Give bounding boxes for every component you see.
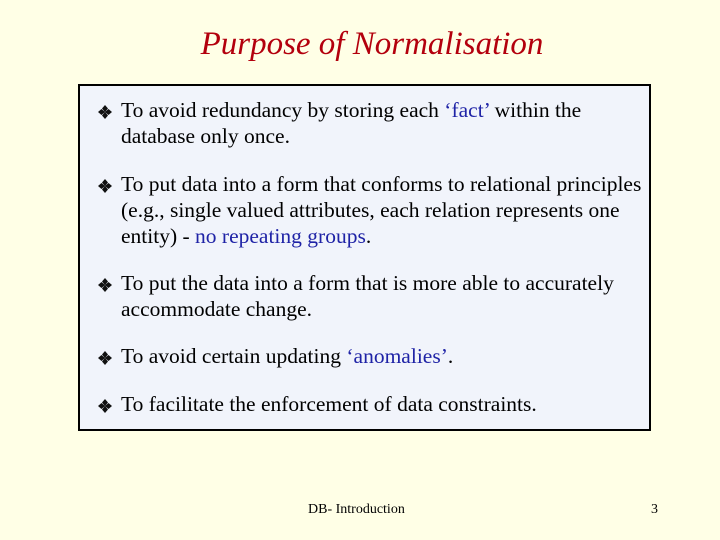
diamond-bullet-icon bbox=[98, 278, 112, 292]
diamond-bullet-icon bbox=[98, 179, 112, 193]
diamond-bullet-icon bbox=[98, 399, 112, 413]
footer-label: DB- Introduction bbox=[308, 502, 405, 517]
diamond-bullet-icon bbox=[98, 105, 112, 119]
diamond-bullet-icon bbox=[98, 351, 112, 365]
bullet-text: To put the data into a form that is more able to accurately accommodate change. bbox=[121, 271, 614, 321]
bullet-text: To avoid certain updating ‘anomalies’. bbox=[121, 344, 454, 368]
bullet-text: To put data into a form that conforms to relational principles (e.g., single valued attributes, each relation represents one entity) - no repeating groups. bbox=[121, 172, 642, 248]
bullet-text: To avoid redundancy by storing each ‘fact’ within the database only once. bbox=[121, 98, 582, 148]
slide-title: Purpose of Normalisation bbox=[200, 26, 544, 62]
page-number: 3 bbox=[651, 502, 658, 517]
bullet-box bbox=[78, 84, 651, 431]
bullet-text: To facilitate the enforcement of data constraints. bbox=[121, 392, 537, 416]
